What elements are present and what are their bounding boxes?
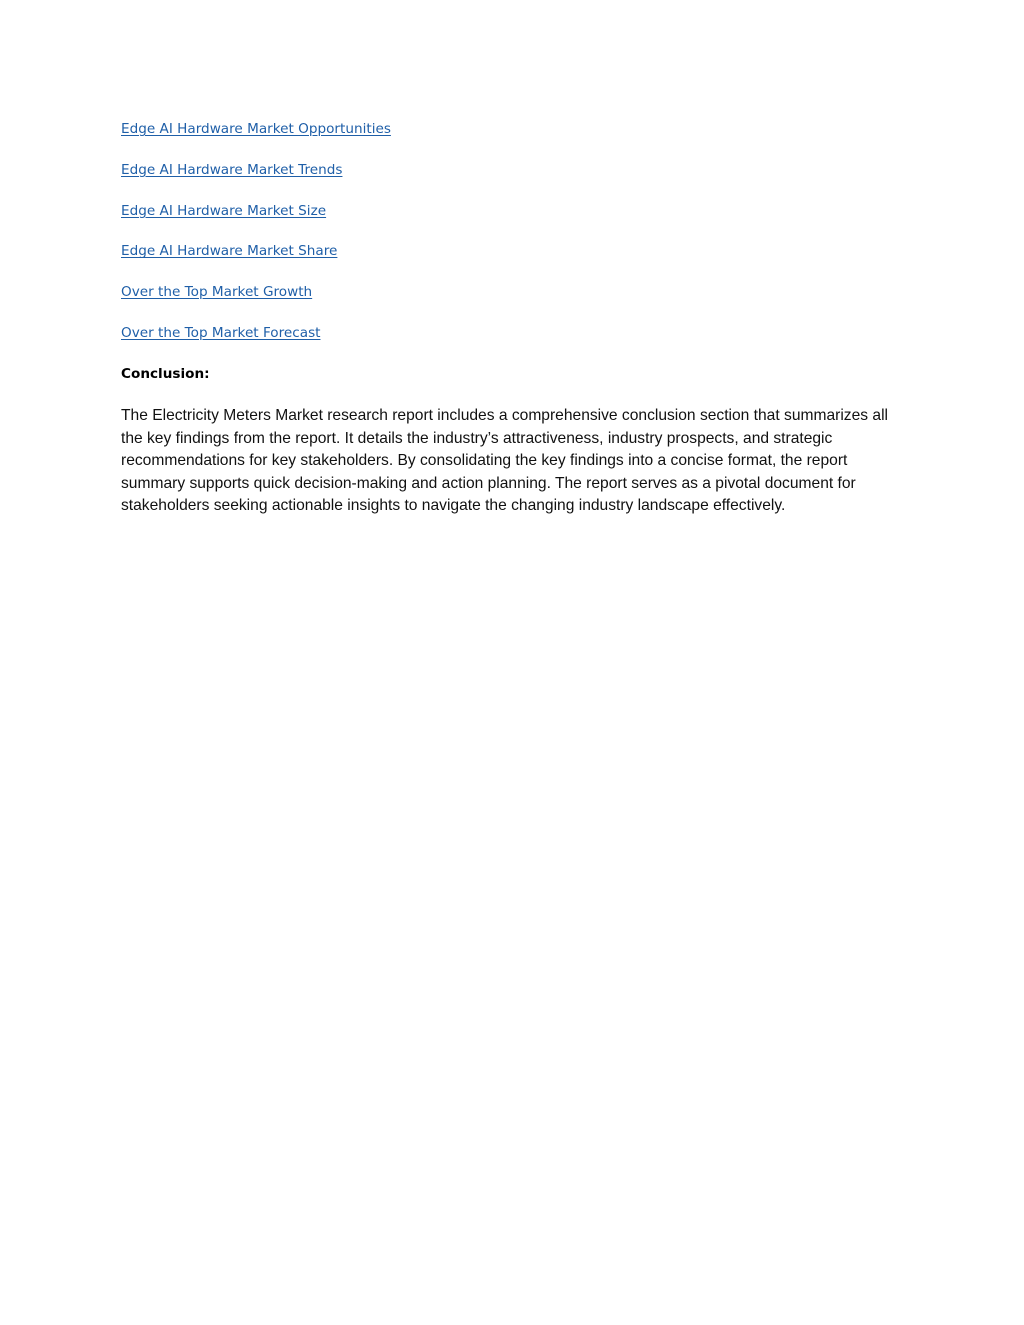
list-item [121, 241, 391, 282]
related-links-list [121, 119, 391, 364]
link-edge-ai-hardware-market-size[interactable]: Edge AI Hardware Market Size [121, 202, 327, 219]
conclusion-paragraph: The Electricity Meters Market research report includes a comprehensive conclusion section that summarizes all the key findings from the report. It details the industry’s attractiveness, industry prospects, and strategic recommendations for key stakeholders. By consolidating the key findings into a concise format, the report summary supports quick decision-making and action planning. The report serves as a pivotal document for stakeholders seeking actionable insights to navigate the changing industry landscape effectively. [121, 407, 889, 515]
link-edge-ai-hardware-market-share[interactable]: Edge AI Hardware Market Share [121, 243, 338, 260]
list-item [121, 119, 391, 160]
link-edge-ai-hardware-market-opportunities[interactable]: Edge AI Hardware Market Opportunities [121, 121, 391, 137]
conclusion-heading: Conclusion: [121, 366, 210, 382]
link-over-the-top-market-forecast[interactable]: Over the Top Market Forecast [121, 324, 321, 341]
link-over-the-top-market-growth[interactable]: Over the Top Market Growth [121, 284, 313, 301]
list-item [121, 323, 391, 364]
list-item [121, 282, 391, 323]
link-edge-ai-hardware-market-trends[interactable]: Edge AI Hardware Market Trends [121, 161, 343, 178]
list-item [121, 160, 391, 201]
list-item [121, 201, 391, 242]
